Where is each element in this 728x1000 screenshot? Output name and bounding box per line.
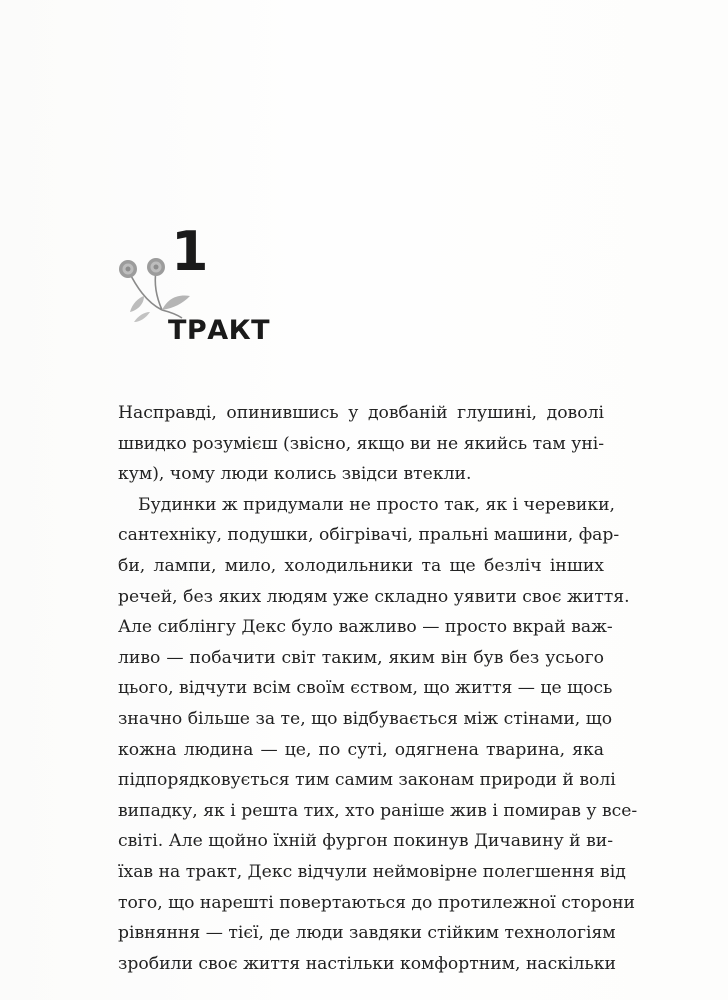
- paragraph-2: [118, 490, 638, 980]
- text-line: того, що нарешті повертаються до протилежної сторони: [118, 892, 635, 913]
- text-line: випадку, як і решта тих, хто раніше жив і помирав у все-: [118, 800, 638, 821]
- chapter-body: [118, 398, 638, 979]
- text-line: кум), чому люди колись звідси втекли.: [118, 464, 472, 485]
- text-line: цього, відчути всім своїм єством, що життя — це щось: [118, 678, 613, 699]
- text-line: би, лампи, мило, холодильники та ще безліч інших: [118, 555, 604, 576]
- text-line: зробили своє життя настільки комфортним, наскільки: [118, 953, 616, 974]
- text-line: Будинки ж придумали не просто так, як і черевики,: [138, 494, 616, 515]
- text-line: рівняння — тієї, де люди завдяки стійким технологіям: [118, 923, 616, 944]
- chapter-header: [116, 222, 316, 362]
- text-line: сантехніку, подушки, обігрівачі, пральні машини, фар-: [118, 525, 620, 546]
- text-line: значно більше за те, що відбувається між стінами, що: [118, 708, 613, 729]
- text-line: їхав на тракт, Декс відчули неймовірне полегшення від: [118, 861, 626, 882]
- text-line: швидко розумієш (звісно, якщо ви не якийсь там уні-: [118, 433, 605, 454]
- chapter-number: 1: [171, 220, 209, 283]
- chapter-title: ТРАКТ: [168, 315, 271, 346]
- text-line: світі. Але щойно їхній фургон покинув Дичавину й ви-: [118, 831, 614, 852]
- paragraph-1: [118, 398, 604, 490]
- text-line: Насправді, опинившись у довбаній глушині, доволі: [118, 403, 604, 423]
- text-line: кожна людина — це, по суті, одягнена тварина, яка: [118, 739, 604, 760]
- text-line: ливо — побачити світ таким, яким він був без усього: [118, 647, 604, 668]
- text-line: речей, без яких людям уже складно уявити своє життя.: [118, 586, 630, 607]
- text-line: Але сиблінгу Декс було важливо — просто вкрай важ-: [118, 617, 613, 638]
- text-line: підпорядковується тим самим законам природи й волі: [118, 770, 616, 791]
